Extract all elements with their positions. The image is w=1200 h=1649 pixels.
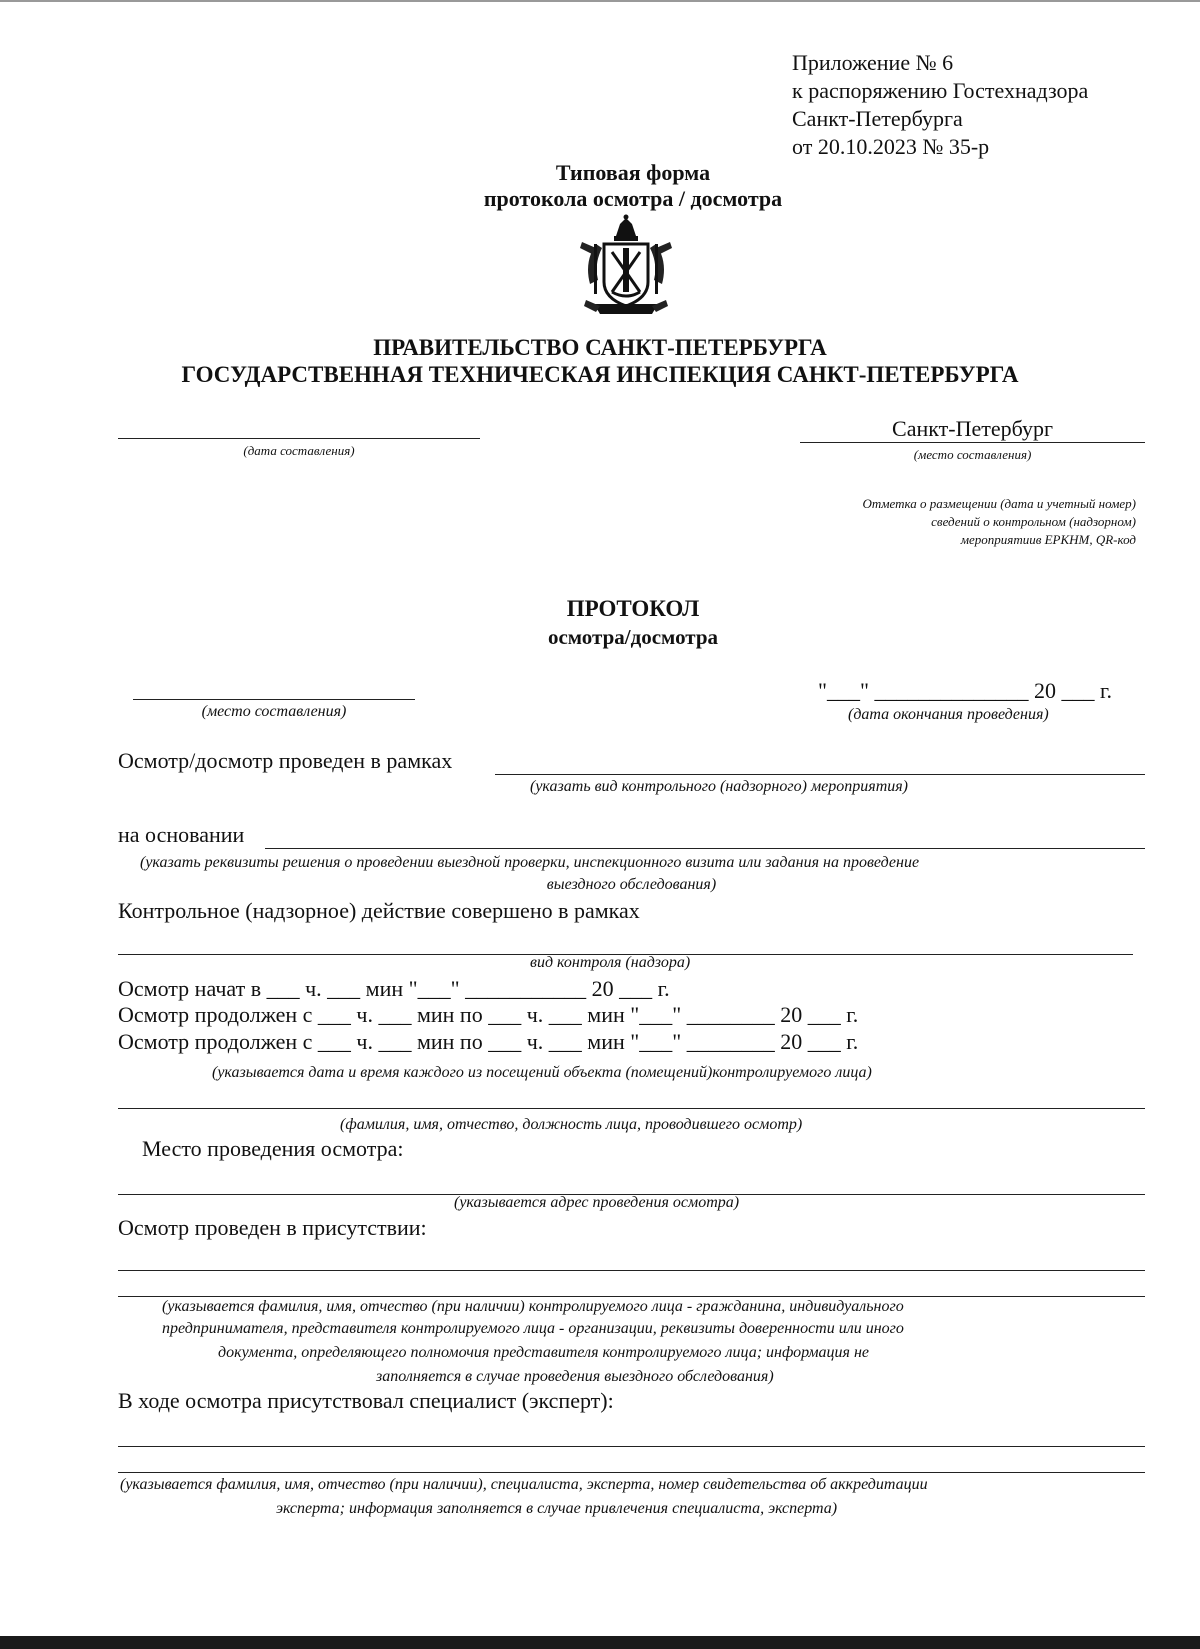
presence-line-2 xyxy=(118,1296,1145,1297)
place-value: Санкт-Петербург xyxy=(892,416,1053,441)
erknm-note-line-3: мероприятиив ЕРКНМ, QR-код xyxy=(960,532,1136,547)
location-caption: (указывается адрес проведения осмотра) xyxy=(454,1194,740,1211)
basis-line xyxy=(265,848,1145,849)
action-label: Контрольное (надзорное) действие совершено в рамках xyxy=(118,898,640,923)
visits-caption: (указывается дата и время каждого из посещений объекта (помещений)контролируемого лица) xyxy=(212,1064,872,1081)
appendix-line-3: Санкт-Петербурга xyxy=(792,106,963,131)
presence-line-1 xyxy=(118,1270,1145,1271)
scan-edge xyxy=(0,0,1200,2)
appendix-line-2: к распоряжению Гостехнадзора xyxy=(792,78,1089,103)
date-line xyxy=(118,438,480,439)
date-caption: (дата составления) xyxy=(243,443,355,458)
coat-of-arms-icon xyxy=(576,214,676,320)
location-label: Место проведения осмотра: xyxy=(142,1136,404,1161)
protocol-place-caption: (место составления) xyxy=(201,703,347,720)
org-name-line-2: ГОСУДАРСТВЕННАЯ ТЕХНИЧЕСКАЯ ИНСПЕКЦИЯ САНКТ-ПЕТЕРБУРГА xyxy=(181,362,1019,387)
within-line xyxy=(495,774,1145,775)
protocol-subtitle: осмотра/досмотра xyxy=(547,625,719,649)
within-caption: (указать вид контрольного (надзорного) мероприятия) xyxy=(530,778,909,795)
continued-line-2: Осмотр продолжен с ___ ч. ___ мин по ___ ч. ___ мин "___" ________ 20 ___ г. xyxy=(118,1029,859,1054)
protocol-title: ПРОТОКОЛ xyxy=(566,596,700,621)
expert-caption-2: эксперта; информация заполняется в случае привлечения специалиста, эксперта) xyxy=(276,1500,838,1517)
appendix-line-4: от 20.10.2023 № 35-р xyxy=(792,134,990,159)
inspector-caption: (фамилия, имя, отчество, должность лица, проводившего осмотр) xyxy=(340,1116,803,1133)
erknm-note-line-1: Отметка о размещении (дата и учетный номер) xyxy=(862,496,1136,511)
expert-line-2 xyxy=(118,1472,1145,1473)
expert-line-1 xyxy=(118,1446,1145,1447)
org-name-line-1: ПРАВИТЕЛЬСТВО САНКТ-ПЕТЕРБУРГА xyxy=(373,335,827,360)
basis-caption-1: (указать реквизиты решения о проведении выездной проверки, инспекционного визита или задания на проведение xyxy=(140,854,920,871)
protocol-place-line xyxy=(133,699,415,700)
presence-caption-2: предпринимателя, представителя контролируемого лица - организации, реквизиты доверенности или иного xyxy=(162,1320,904,1337)
place-line xyxy=(800,442,1145,443)
expert-label: В ходе осмотра присутствовал специалист (эксперт): xyxy=(118,1388,614,1413)
presence-caption-4: заполняется в случае проведения выездного обследования) xyxy=(376,1368,774,1385)
erknm-note-line-2: сведений о контрольном (надзорном) xyxy=(931,514,1136,529)
presence-caption-1: (указывается фамилия, имя, отчество (при наличии) контролируемого лица - гражданина, индивидуального xyxy=(162,1298,904,1315)
started-line: Осмотр начат в ___ ч. ___ мин "___" ___________ 20 ___ г. xyxy=(118,976,670,1001)
inspector-line xyxy=(118,1108,1145,1109)
continued-line-1: Осмотр продолжен с ___ ч. ___ мин по ___ ч. ___ мин "___" ________ 20 ___ г. xyxy=(118,1002,859,1027)
within-label: Осмотр/досмотр проведен в рамках xyxy=(118,748,453,773)
form-title-line-2: протокола осмотра / досмотра xyxy=(483,186,783,211)
form-title-line-1: Типовая форма xyxy=(555,160,711,185)
presence-caption-3: документа, определяющего полномочия представителя контролируемого лица; информация не xyxy=(218,1344,869,1361)
protocol-date-field: "___" ______________ 20 ___ г. xyxy=(818,678,1113,703)
basis-caption-2: выездного обследования) xyxy=(546,876,717,893)
protocol-date-caption: (дата окончания проведения) xyxy=(848,706,1049,723)
place-caption: (место составления) xyxy=(913,447,1032,462)
action-caption: вид контроля (надзора) xyxy=(530,954,691,971)
basis-label: на основании xyxy=(118,822,245,847)
presence-label: Осмотр проведен в присутствии: xyxy=(118,1215,427,1240)
scan-bottom-edge xyxy=(0,1636,1200,1649)
expert-caption-1: (указывается фамилия, имя, отчество (при наличии), специалиста, эксперта, номер свидетельства об аккредитации xyxy=(120,1476,928,1493)
appendix-line-1: Приложение № 6 xyxy=(792,50,954,75)
